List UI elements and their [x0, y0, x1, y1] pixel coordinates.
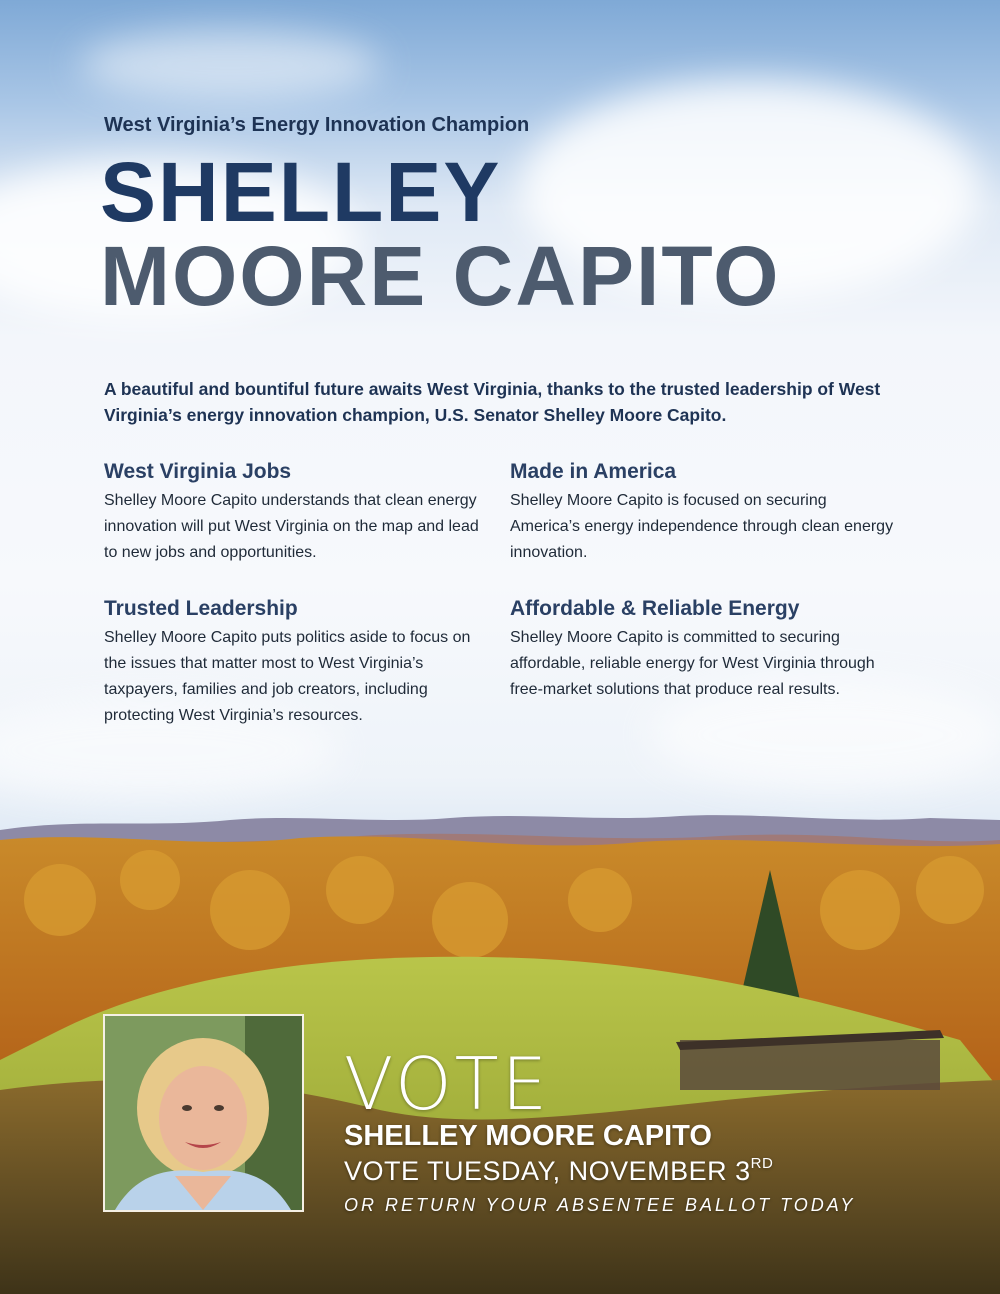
section-title: Trusted Leadership [104, 597, 298, 620]
vote-headline: VOTE [344, 1042, 551, 1126]
section-title: Made in America [510, 460, 677, 483]
candidate-name-first: SHELLEY [100, 145, 502, 239]
section-body: Shelley Moore Capito understands that clean energy innovation will put West Virginia on the map and lead to new jobs and opportunities. [104, 492, 479, 561]
section-trusted-leadership [104, 597, 494, 729]
intro-paragraph: A beautiful and bountiful future awaits West Virginia, thanks to the trusted leadership of West Virginia’s energy innovation champion, U.S. Senator Shelley Moore Capito. [104, 379, 881, 425]
section-body: Shelley Moore Capito puts politics aside to focus on the issues that matter most to West Virginia’s taxpayers, families and job creators, including protecting West Virginia’s resources. [104, 629, 471, 724]
section-body: Shelley Moore Capito is committed to securing affordable, reliable energy for West Virginia through free-market solutions that produce real results. [510, 629, 875, 698]
cloud-decoration [80, 30, 380, 100]
vote-date [344, 1155, 774, 1186]
section-made-in-america [510, 460, 900, 566]
absentee-ballot-text: OR RETURN YOUR ABSENTEE BALLOT TODAY [344, 1195, 856, 1215]
vote-candidate-name: SHELLEY MOORE CAPITO [344, 1120, 712, 1152]
vote-date-suffix: RD [750, 1155, 774, 1172]
section-title: West Virginia Jobs [104, 460, 292, 483]
vote-date-text: VOTE TUESDAY, NOVEMBER 3 [344, 1156, 751, 1186]
section-title: Affordable & Reliable Energy [510, 597, 800, 620]
section-affordable-reliable-energy [510, 597, 900, 703]
candidate-photo [103, 1014, 304, 1212]
section-body: Shelley Moore Capito is focused on securing America’s energy independence through clean energy innovation. [510, 492, 894, 561]
candidate-name-last: MOORE CAPITO [100, 229, 781, 323]
tagline: West Virginia’s Energy Innovation Champion [104, 114, 530, 136]
section-west-virginia-jobs [104, 460, 494, 566]
